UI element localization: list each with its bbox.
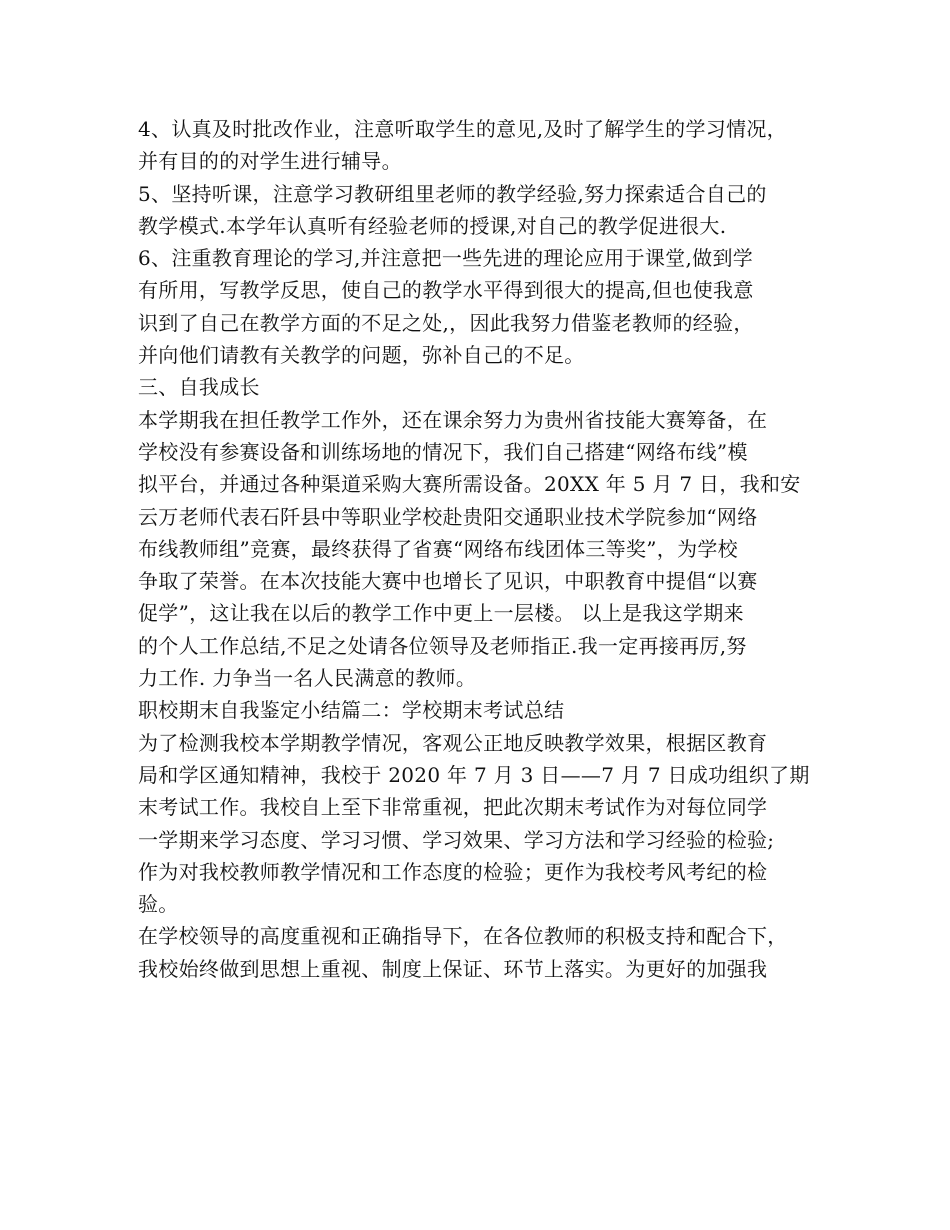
text-line: 布线教师组”竞赛，最终获得了省赛“网络布线团体三等奖”，为学校 <box>138 536 738 561</box>
text-line: 争取了荣誉。在本次技能大赛中也增长了见识，中职教育中提倡“以赛 <box>138 569 758 594</box>
text-line: 并向他们请教有关教学的问题，弥补自己的不足。 <box>138 343 585 368</box>
text-line: 末考试工作。我校自上至下非常重视，把此次期末考试作为对每位同学 <box>138 795 768 820</box>
text-line: 有所用，写教学反思，使自己的教学水平得到很大的提高,但也使我意 <box>138 278 754 303</box>
text-line: 作为对我校教师教学情况和工作态度的检验；更作为我校考风考纪的检 <box>138 859 768 884</box>
text-line: 我校始终做到思想上重视、制度上保证、环节上落实。为更好的加强我 <box>138 956 768 981</box>
article-title: 职校期末自我鉴定小结篇二：学校期末考试总结 <box>138 698 565 723</box>
text-line: 一学期来学习态度、学习习惯、学习效果、学习方法和学习经验的检验; <box>138 827 775 852</box>
document-body <box>138 113 818 985</box>
text-line: 局和学区通知精神，我校于 2020 年 7 月 3 日——7 月 7 日成功组织了期 <box>138 762 810 787</box>
text-line: 学校没有参赛设备和训练场地的情况下，我们自己搭建“网络布线”模 <box>138 439 748 464</box>
text-line: 为了检测我校本学期教学情况，客观公正地反映教学效果，根据区教育 <box>138 730 768 755</box>
text-line: 云万老师代表石阡县中等职业学校赴贵阳交通职业技术学院参加“网络 <box>138 504 758 529</box>
text-line: 本学期我在担任教学工作外，还在课余努力为贵州省技能大赛筹备，在 <box>138 407 768 432</box>
text-line: 6、注重教育理论的学习,并注意把一些先进的理论应用于课堂,做到学 <box>138 246 754 271</box>
text-line: 的个人工作总结,不足之处请各位领导及老师指正.我一定再接再厉,努 <box>138 633 747 658</box>
text-line: 5、坚持听课，注意学习教研组里老师的教学经验,努力探索适合自己的 <box>138 181 767 206</box>
text-line: 拟平台，并通过各种渠道采购大赛所需设备。20XX 年 5 月 7 日，我和安 <box>138 472 801 497</box>
text-line: 促学”，这让我在以后的教学工作中更上一层楼。 以上是我这学期来 <box>138 601 744 626</box>
text-line: 并有目的的对学生进行辅导。 <box>138 149 402 174</box>
text-line: 4、认真及时批改作业，注意听取学生的意见,及时了解学生的学习情况， <box>138 117 787 141</box>
text-line: 在学校领导的高度重视和正确指导下，在各位教师的积极支持和配合下， <box>138 924 788 949</box>
text-line: 验。 <box>138 892 179 917</box>
text-line: 力工作. 力争当一名人民满意的教师。 <box>138 666 477 691</box>
text-line: 识到了自己在教学方面的不足之处,，因此我努力借鉴老教师的经验， <box>138 310 754 335</box>
text-line: 教学模式.本学年认真听有经验老师的授课,对自己的教学促进很大. <box>138 213 727 238</box>
section-heading: 三、自我成长 <box>138 375 260 400</box>
